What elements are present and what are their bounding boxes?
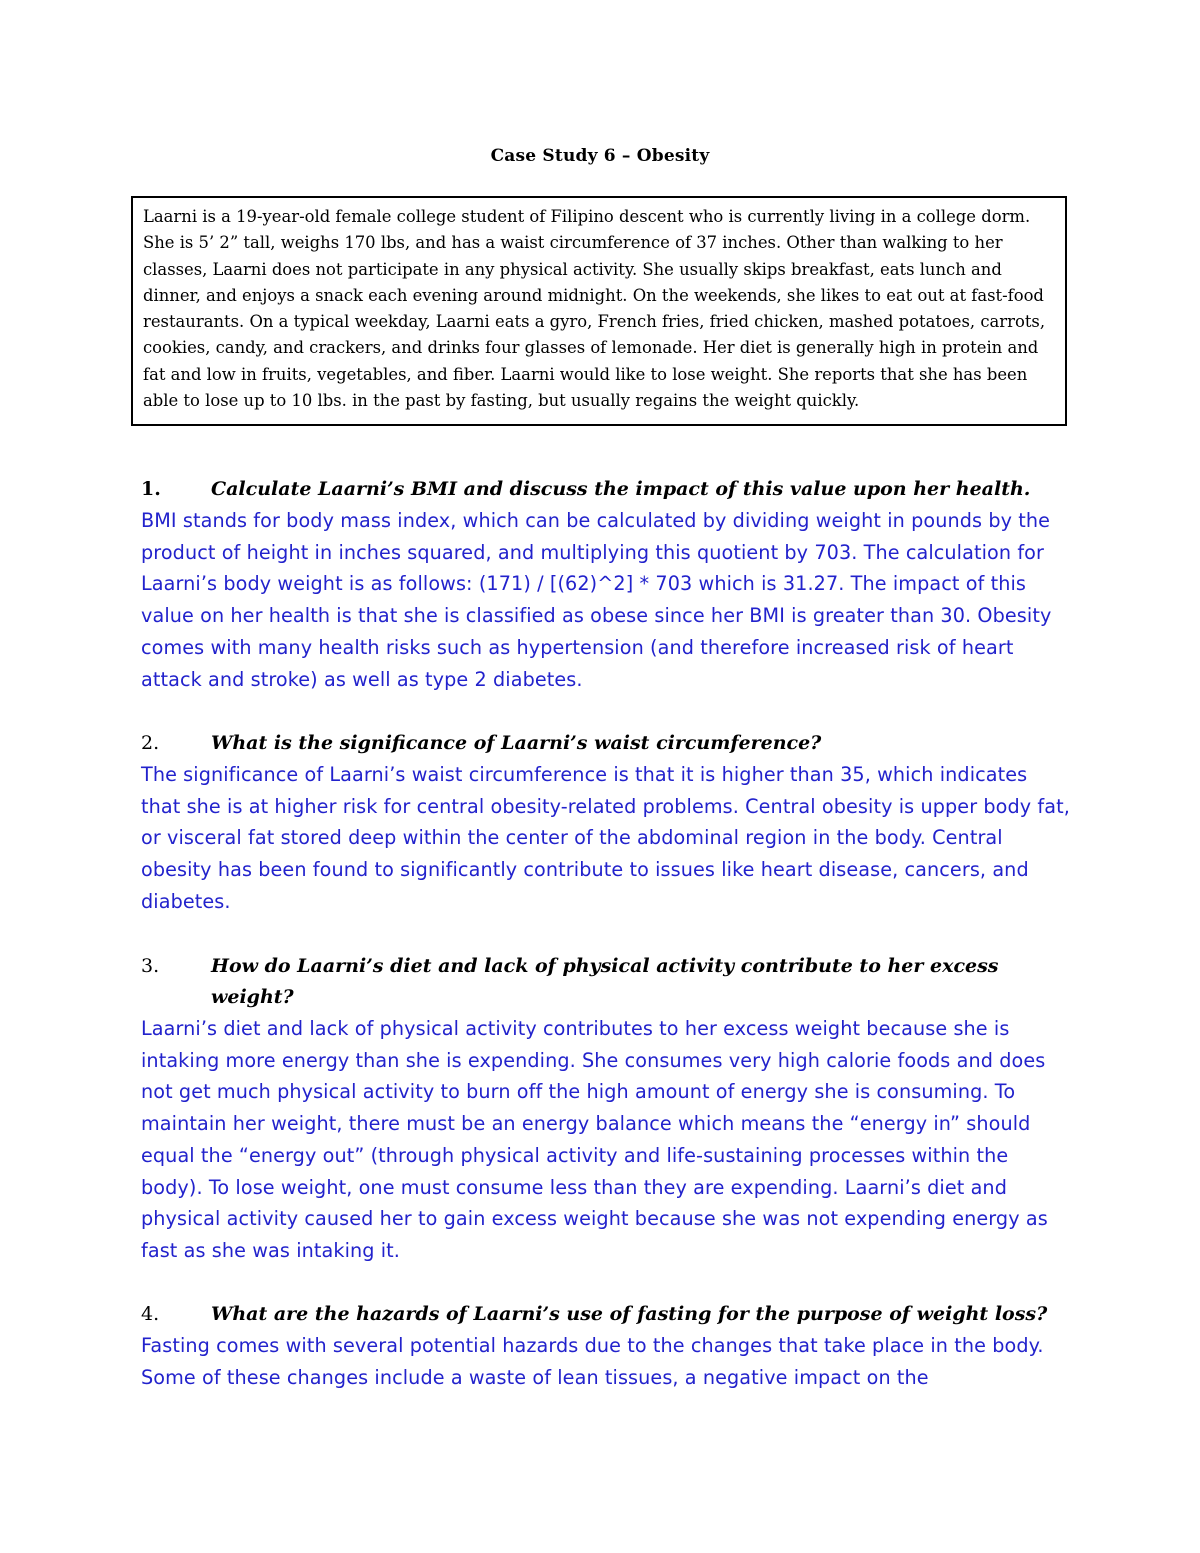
page-title: Case Study 6 – Obesity [490, 146, 710, 166]
answer-text: Laarni’s diet and lack of physical activity contributes to her excess weight because she is intaking more energy than she is expending. She consumes very high calorie foods and does not get much physical activity to burn off the high amount of energy she is consuming. To maintain her weight, there must be an energy balance which means the “energy in” should equal the “energy out” (through physical activity and life-sustaining processes within the body). To lose weight, one must consume less than they are expending. Laarni’s diet and physical activity caused her to gain excess weight because she was not expending energy as fast as she was intaking it. [141, 1017, 1048, 1262]
answer-text: The significance of Laarni’s waist circumference is that it is higher than 35, which indicates that she is at higher risk for central obesity-related problems. Central obesity is upper body fat, or visceral fat stored deep within the center of the abdominal region in the body. Central obesity has been found to significantly contribute to issues like heart disease, cancers, and diabetes. [141, 763, 1070, 913]
answer-text: Fasting comes with several potential hazards due to the changes that take place in the body. Some of these changes include a waste of lean tissues, a negative impact on the [141, 1334, 1044, 1389]
question-text: Calculate Laarni’s BMI and discuss the impact of this value upon her health. [211, 478, 1031, 500]
question-block-1 [141, 474, 1071, 695]
question-number: 2. [141, 732, 160, 754]
question-text: What is the significance of Laarni’s waist circumference? [211, 732, 822, 754]
question-number: 1. [141, 478, 161, 500]
question-block-3 [141, 951, 1071, 1267]
answer-text: BMI stands for body mass index, which can be calculated by dividing weight in pounds by the product of height in inches squared, and multiplying this quotient by 703. The calculation for Laarni’s body weight is as follows: (171) / [(62)^2] * 703 which is 31.27. The impact of this value on her health is that she is classified as obese since her BMI is greater than 30. Obesity comes with many health risks such as hypertension (and therefore increased risk of heart attack and stroke) as well as type 2 diabetes. [141, 509, 1052, 691]
question-heading [141, 728, 1071, 759]
question-number: 4. [141, 1303, 160, 1325]
question-number: 3. [141, 955, 160, 977]
question-text: What are the hazards of Laarni’s use of fasting for the purpose of weight loss? [211, 1303, 1048, 1325]
question-block-2 [141, 728, 1071, 918]
case-description-box: Laarni is a 19-year-old female college student of Filipino descent who is currently living in a college dorm. She is 5’ 2” tall, weighs 170 lbs, and has a waist circumference of 37 inches. Other than walking to her classes, Laarni does not participate in any physical activity. She usually skips breakfast, eats lunch and dinner, and enjoys a snack each evening around midnight. On the weekends, she likes to eat out at fast-food restaurants. On a typical weekday, Laarni eats a gyro, French fries, fried chicken, mashed potatoes, carrots, cookies, candy, and crackers, and drinks four glasses of lemonade. Her diet is generally high in protein and fat and low in fruits, vegetables, and fiber. Laarni would like to lose weight. She reports that she has been able to lose up to 10 lbs. in the past by fasting, but usually regains the weight quickly. [131, 196, 1067, 426]
question-text: How do Laarni’s diet and lack of physical activity contribute to her excess weight? [211, 955, 999, 1008]
question-heading [141, 1299, 1071, 1330]
question-block-4 [141, 1299, 1071, 1393]
question-heading [141, 474, 1071, 505]
question-heading [141, 951, 1071, 1013]
